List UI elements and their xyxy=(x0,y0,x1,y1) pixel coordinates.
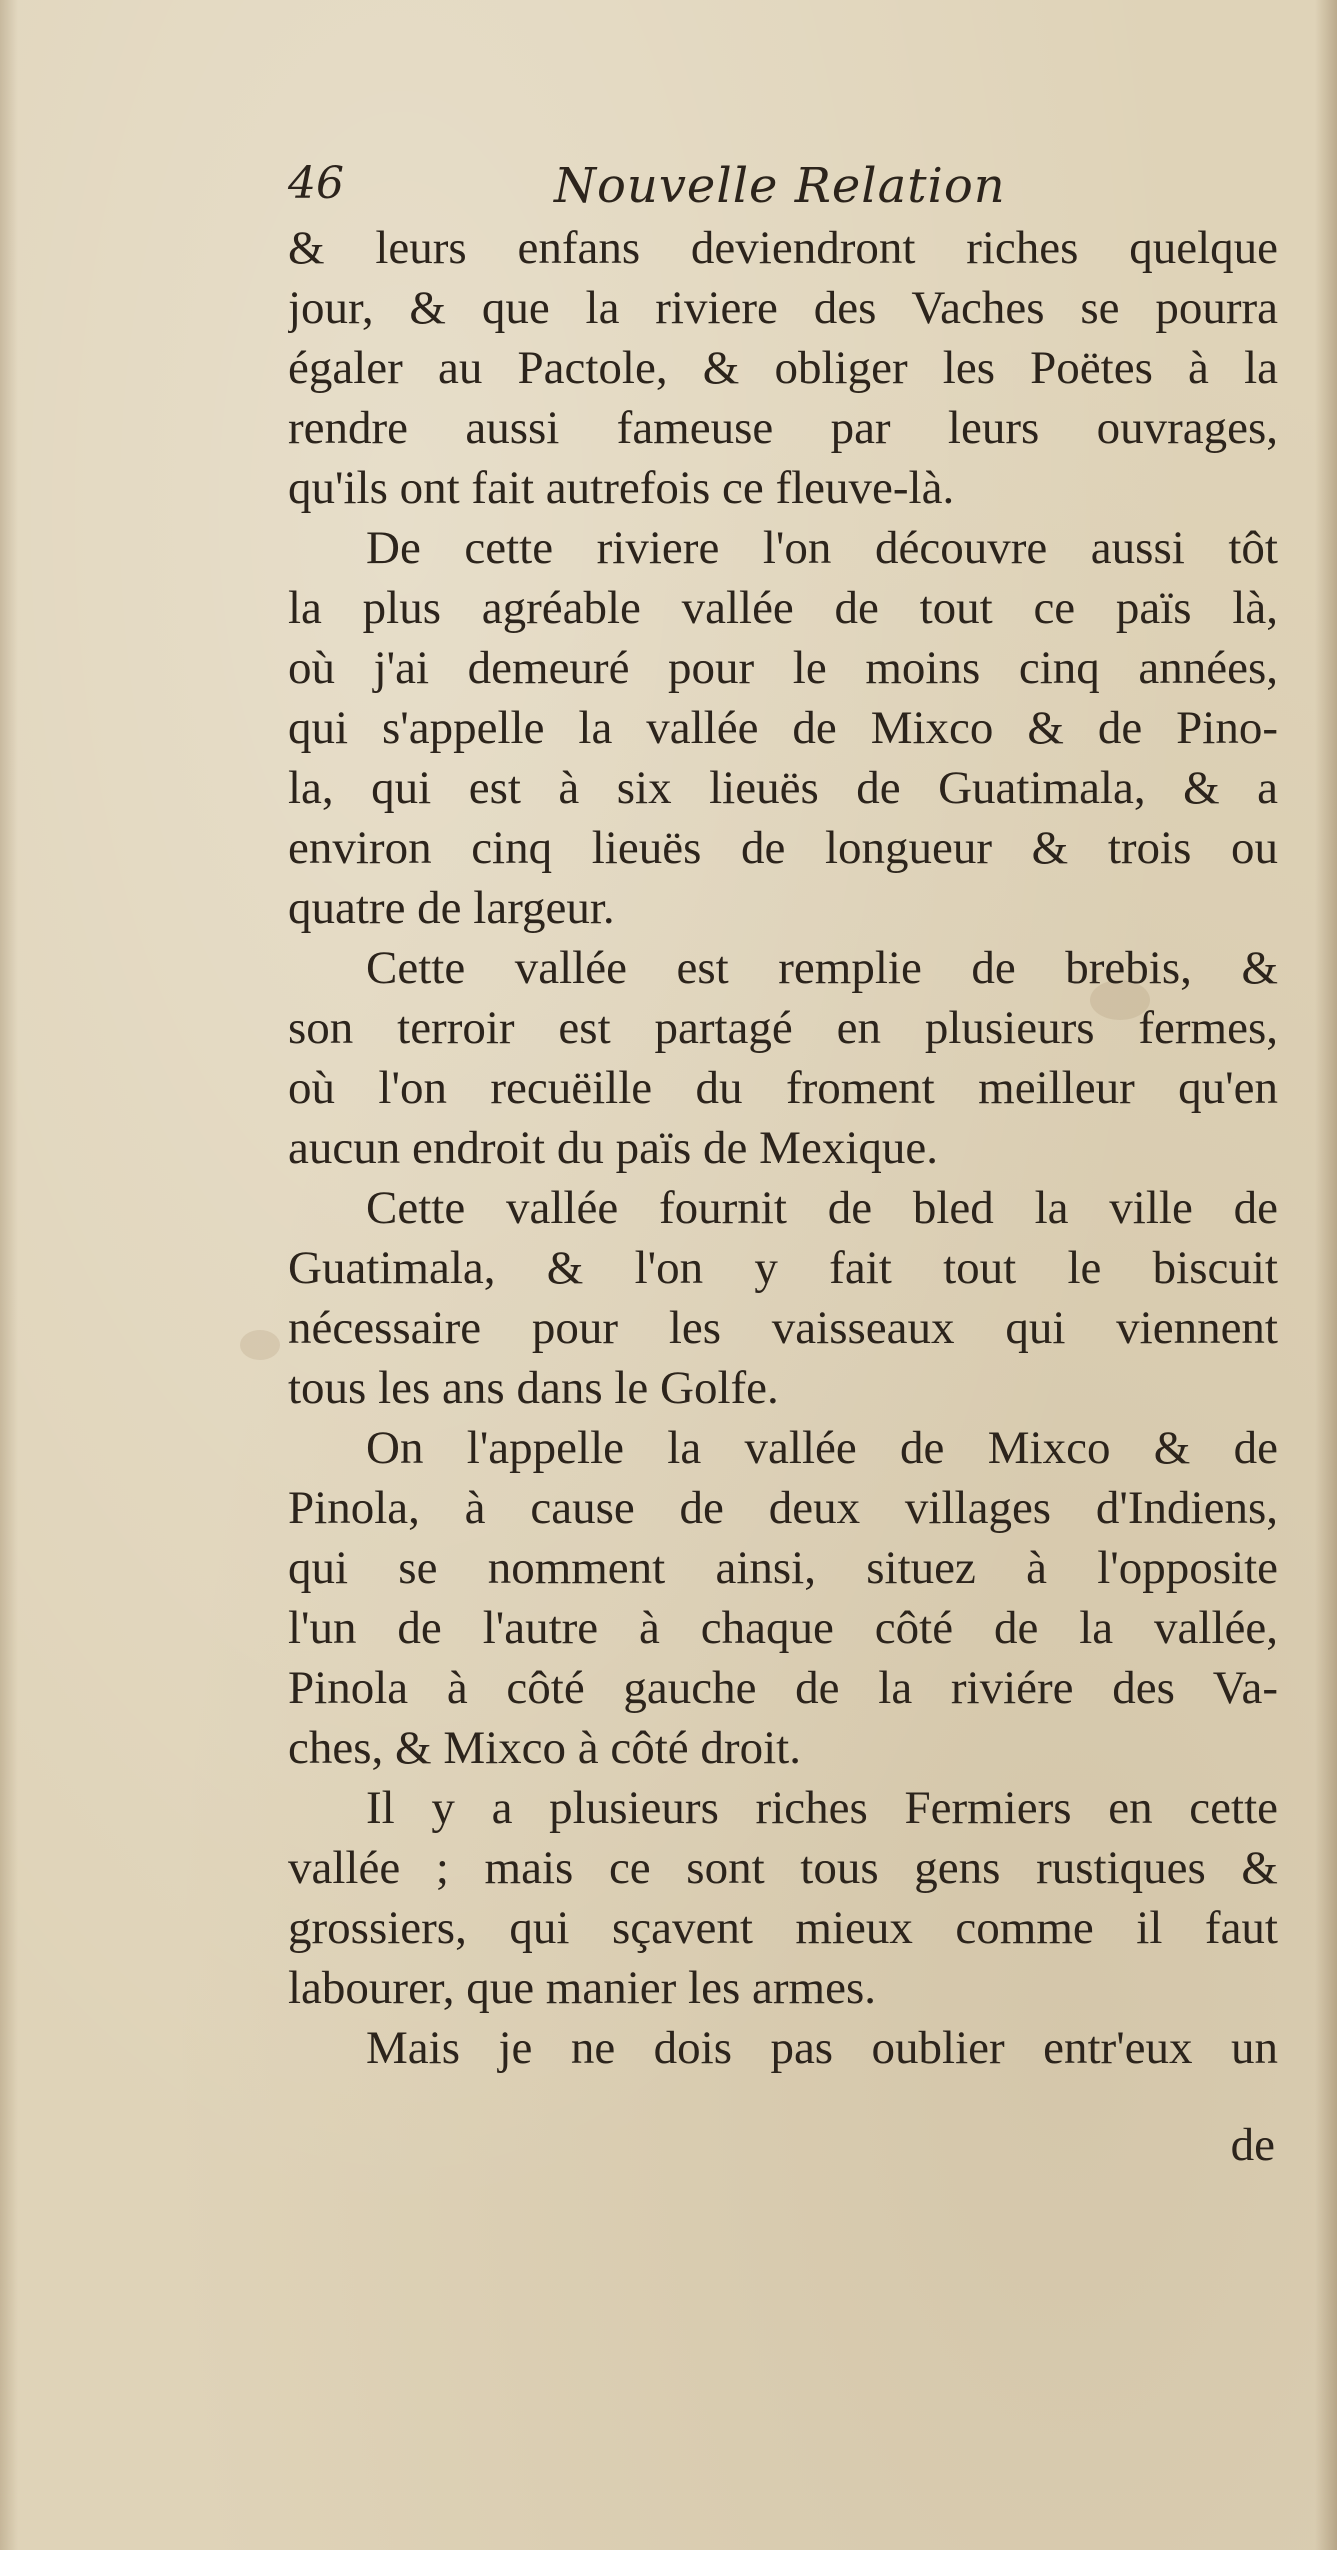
catchword: de xyxy=(1230,2119,1275,2171)
text-line: tous les ans dans le Golfe. xyxy=(288,1362,779,1414)
text-line: De cette riviere l'on découvre aussi tôt xyxy=(366,522,1278,574)
page-shadow-right xyxy=(1315,0,1337,2550)
running-head: Nouvelle Relation xyxy=(554,158,1006,214)
text-line: Cette vallée est remplie de brebis, & xyxy=(366,942,1278,994)
text-line: nécessaire pour les vaisseaux qui viennent xyxy=(288,1302,1278,1354)
text-line: vallée ; mais ce sont tous gens rustiques & xyxy=(288,1842,1278,1894)
text-line: qu'ils ont fait autrefois ce fleuve-là. xyxy=(288,462,955,514)
text-line: & leurs enfans deviendront riches quelque xyxy=(288,222,1278,274)
text-line: l'un de l'autre à chaque côté de la vallée, xyxy=(288,1602,1278,1654)
text-line: jour, & que la riviere des Vaches se pourra xyxy=(288,282,1278,334)
text-line: qui s'appelle la vallée de Mixco & de Pino- xyxy=(288,702,1278,754)
page-shadow-left xyxy=(0,0,18,2550)
paper-stain xyxy=(240,1330,280,1360)
text-line: la plus agréable vallée de tout ce païs là, xyxy=(288,582,1278,634)
text-line: On l'appelle la vallée de Mixco & de xyxy=(366,1422,1278,1474)
text-line: Pinola à côté gauche de la riviére des Va- xyxy=(288,1662,1278,1714)
text-line: Guatimala, & l'on y fait tout le biscuit xyxy=(288,1242,1278,1294)
text-line: où j'ai demeuré pour le moins cinq années, xyxy=(288,642,1278,694)
text-line: environ cinq lieuës de longueur & trois ou xyxy=(288,822,1278,874)
body-text xyxy=(288,218,1278,2078)
text-line: labourer, que manier les armes. xyxy=(288,1962,876,2014)
text-line: rendre aussi fameuse par leurs ouvrages, xyxy=(288,402,1278,454)
text-line: Pinola, à cause de deux villages d'Indiens, xyxy=(288,1482,1278,1534)
text-line: Cette vallée fournit de bled la ville de xyxy=(366,1182,1278,1234)
text-line: grossiers, qui sçavent mieux comme il faut xyxy=(288,1902,1278,1954)
text-line: Mais je ne dois pas oublier entr'eux un xyxy=(366,2022,1278,2074)
text-line: Il y a plusieurs riches Fermiers en cette xyxy=(366,1782,1278,1834)
text-line: aucun endroit du païs de Mexique. xyxy=(288,1122,938,1174)
text-line: égaler au Pactole, & obliger les Poëtes à la xyxy=(288,342,1278,394)
text-line: qui se nomment ainsi, situez à l'opposite xyxy=(288,1542,1278,1594)
text-line: son terroir est partagé en plusieurs fermes, xyxy=(288,1002,1278,1054)
page-number: 46 xyxy=(288,158,344,209)
text-line: quatre de largeur. xyxy=(288,882,615,934)
text-line: où l'on recuëille du froment meilleur qu'en xyxy=(288,1062,1278,1114)
text-line: ches, & Mixco à côté droit. xyxy=(288,1722,801,1774)
text-line: la, qui est à six lieuës de Guatimala, & a xyxy=(288,762,1278,814)
page-header xyxy=(288,158,1278,218)
